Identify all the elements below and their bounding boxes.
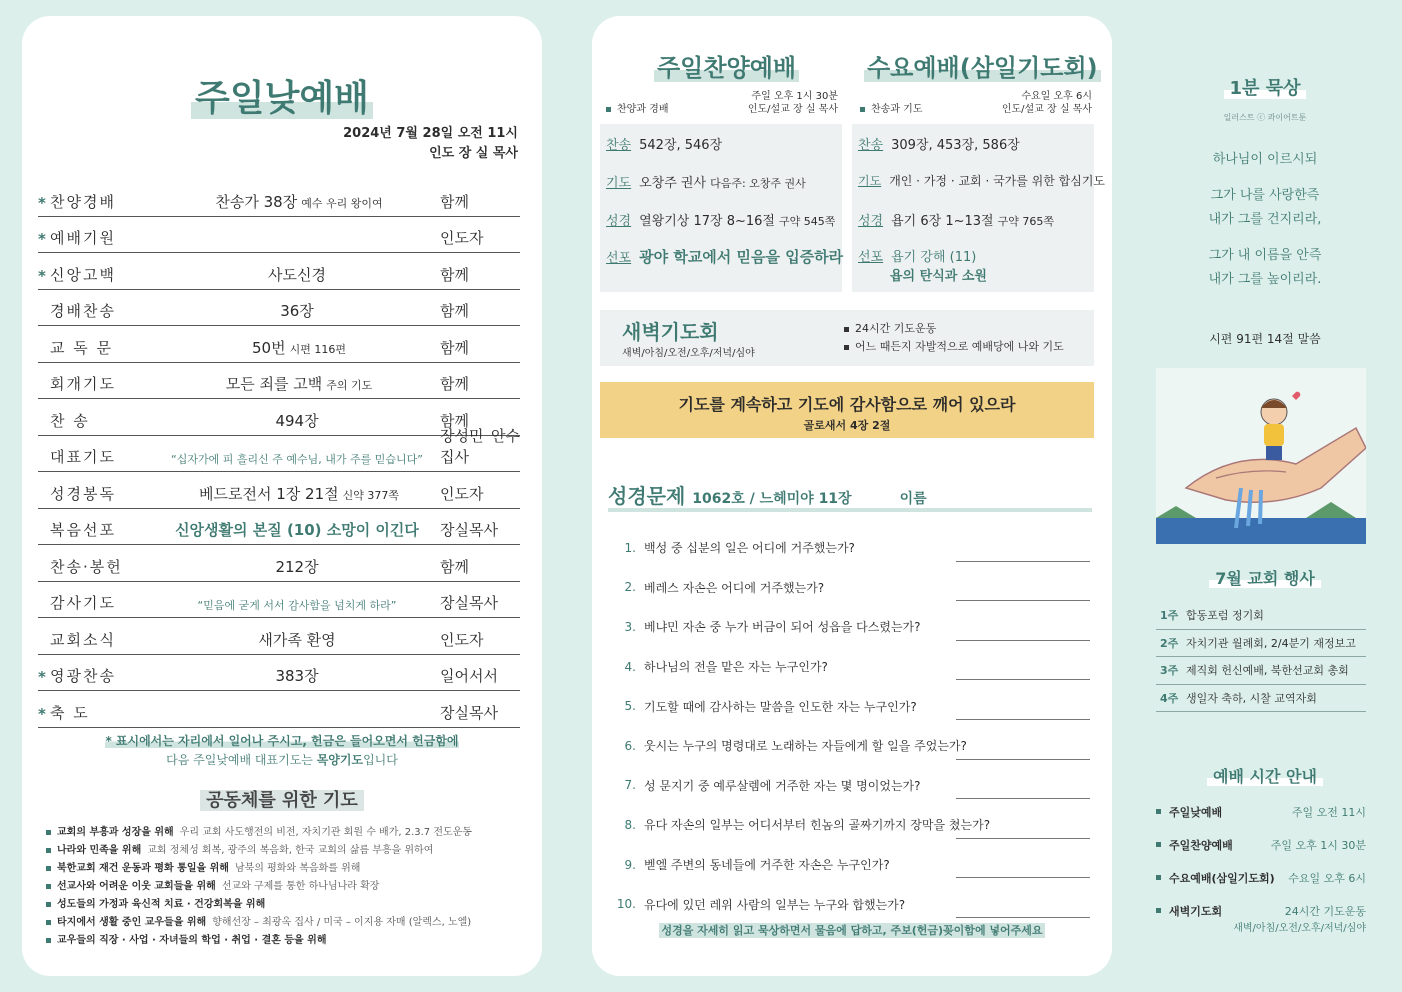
meditation-line: 내가 그를 건지리라, bbox=[1208, 212, 1322, 227]
quiz-question: 6. 웃시는 누구의 명령대로 노래하는 자들에게 할 일을 주었는가? bbox=[616, 726, 1092, 766]
meditation-text bbox=[1150, 148, 1380, 292]
order-item-who: 함께 bbox=[440, 557, 469, 576]
times-list bbox=[1156, 804, 1366, 936]
dawn-subtitle: 새벽/아침/오전/오후/저녁/심야 bbox=[622, 348, 755, 359]
quiz-question: 8. 유다 자손의 일부는 어디서부터 힌놈의 골짜기까지 장막을 쳤는가? bbox=[616, 805, 1092, 845]
bullet-icon bbox=[46, 866, 51, 871]
order-row bbox=[38, 618, 520, 655]
quiz-list bbox=[616, 528, 1092, 924]
order-item-who: 함께 bbox=[440, 302, 469, 320]
meditation-line bbox=[1150, 172, 1380, 184]
bullet-icon bbox=[1156, 908, 1161, 913]
evening-services-panel: 주일찬양예배 찬양과 경배 주일 오후 1시 30분 인도/설교 장 실 목사 찬송 542장, 546장 기도 오창주 권사 다음주: 오창주 권사 성경 열왕기상 17장 8~16절 구약 545쪽 선포 광야 학교에서 믿음을 입증하라 수요예배(삼일기도회) 찬송과 기도 수요일 오후 6시 인도/설교 장 실 목사 찬송 309장, 453장, 586장 기도 개인 · 가정 · 교회 · 국가를 위한 합심기도 성경 욥기 6장 1~13절 구약 765쪽 선포 욥기 강해 (11) 욥의 탄식과 소원 새벽기도회 새벽/아침/오전/오후/저녁/심야 24시간 기도운동 어느 때든지 자발적으로 예배당에 나와 기도 기도를 계속하고 기도에 감사함으로 깨어 있으라 골로새서 4장 2절 성경문제 1062호 / 느헤미야 11장 이름 1. 백성 중 십분의 일은 어디에 거주했는가? 2. 베레스 자손은 어디에 거주했는가? 3. 베냐민 자손 중 누가 버금이 되어 성읍을 다스렸는가? 4. 하나님의 전을 맡은 자는 누구인가? 5. 기도할 때에 감사하는 말씀을 인도한 자는 누구인가? 6. 웃시는 누구의 명령대로 노래하는 자들에게 할 일을 주었는가? 7. 성 문지기 중 예루살렘에 거주한 자는 몇 명이었는가? 8. 유다 자손의 일부는 어디서부터 힌놈의 골짜기까지 장막을 쳤는가? 9. 벧엘 주변의 동네들에 거주한 자손은 누구인가? 10. 유다에 있던 레위 사람의 일부는 누구와 합했는가? 성경을 자세히 읽고 묵상하면서 물음에 답하고, 주보(헌금)꽂이함에 넣어주세요 bbox=[592, 16, 1112, 976]
prayer-item: 성도들의 가정과 육신적 치료 · 건강회복을 위해 bbox=[46, 896, 536, 914]
times-title: 예배 시간 안내 bbox=[1150, 764, 1380, 787]
order-item-who: 장성민 안수집사 bbox=[440, 427, 520, 466]
answer-blank[interactable] bbox=[956, 679, 1090, 680]
order-item-content: 50번 시편 116편 bbox=[252, 338, 346, 357]
event-row: 2주 자치기관 월례회, 2/4분기 재정보고 bbox=[1156, 630, 1366, 658]
quiz-question: 3. 베냐민 자손 중 누가 버금이 되어 성읍을 다스렸는가? bbox=[616, 607, 1092, 647]
required-standing-mark: * bbox=[38, 193, 46, 212]
order-of-worship bbox=[38, 180, 520, 728]
service-time-row: 새벽기도회 24시간 기도운동 새벽/아침/오전/오후/저녁/심야 bbox=[1156, 903, 1366, 936]
praise-hymn: 찬송 542장, 546장 bbox=[606, 138, 723, 153]
wednesday-box bbox=[852, 124, 1106, 292]
order-item-content: “믿음에 굳게 서서 감사함을 넘치게 하라” bbox=[197, 599, 397, 612]
order-item-name: 예배기원 bbox=[50, 229, 116, 247]
order-item-content: 383장 bbox=[275, 667, 319, 685]
order-item-who: 일어서서 bbox=[440, 667, 498, 685]
order-row bbox=[38, 655, 520, 692]
prayer-item: 타지에서 생활 중인 교우들을 위해 향해선장 – 최광옥 집사 / 미국 – 이지용 자매 (알렉스, 노엘) bbox=[46, 914, 536, 932]
order-item-who: 함께 bbox=[440, 265, 469, 284]
verse-ref: 골로새서 4장 2절 bbox=[803, 419, 891, 432]
quiz-question: 2. 베레스 자손은 어디에 거주했는가? bbox=[616, 568, 1092, 608]
order-item-content: 찬송가 38장 예수 우리 왕이여 bbox=[215, 192, 383, 211]
bullet-icon bbox=[46, 884, 51, 889]
event-row: 1주 합동포럼 정기회 bbox=[1156, 602, 1366, 630]
answer-blank[interactable] bbox=[956, 640, 1090, 641]
order-row bbox=[38, 509, 520, 546]
order-item-name: 축 도 bbox=[50, 703, 90, 722]
answer-blank[interactable] bbox=[956, 877, 1090, 878]
community-title: 공동체를 위한 기도 bbox=[22, 786, 542, 812]
order-item-name: 교 독 문 bbox=[50, 338, 114, 357]
quiz-question: 1. 백성 중 십분의 일은 어디에 거주했는가? bbox=[616, 528, 1092, 568]
hand-holding-child-illustration bbox=[1156, 368, 1366, 544]
quiz-question: 7. 성 문지기 중 예루살렘에 거주한 자는 몇 명이었는가? bbox=[616, 766, 1092, 806]
order-note-line1: * 표시에서는 자리에서 일어나 주시고, 헌금은 들어오면서 헌금함에 bbox=[105, 734, 459, 748]
order-row bbox=[38, 582, 520, 619]
order-item-content: 사도신경 bbox=[268, 265, 326, 284]
events-list bbox=[1156, 602, 1366, 712]
dawn-prayer-box bbox=[600, 310, 1094, 366]
wednesday-prayer: 기도 개인 · 가정 · 교회 · 국가를 위한 합심기도 bbox=[858, 174, 1106, 188]
community-prayer-list bbox=[46, 824, 536, 950]
bullet-icon bbox=[46, 920, 51, 925]
order-item-who: 장실목사 bbox=[440, 521, 498, 539]
quiz-footer: 성경을 자세히 읽고 묵상하면서 물음에 답하고, 주보(헌금)꽂이함에 넣어주세요 bbox=[661, 924, 1043, 937]
order-item-content: “십자가에 피 흘리신 주 예수님, 내가 주를 믿습니다” bbox=[171, 453, 423, 466]
order-note-line2: 다음 주일낮예배 대표기도는 목양기도입니다 bbox=[166, 753, 398, 767]
dawn-list: 24시간 기도운동 어느 때든지 자발적으로 예배당에 나와 기도 bbox=[844, 320, 1064, 356]
order-row bbox=[38, 472, 520, 509]
prayer-item: 교우들의 직장 · 사업 · 자녀들의 학업 · 취업 · 결혼 등을 위해 bbox=[46, 932, 536, 950]
bullet-icon bbox=[1156, 809, 1161, 814]
prayer-item: 나라와 민족을 위해 교회 정체성 회복, 광주의 복음화, 한국 교회의 삶름 부흥을 위하여 bbox=[46, 842, 536, 860]
order-row bbox=[38, 326, 520, 363]
answer-blank[interactable] bbox=[956, 798, 1090, 799]
praise-bible: 성경 열왕기상 17장 8~16절 구약 545쪽 bbox=[606, 214, 836, 229]
events-title: 7월 교회 행사 bbox=[1150, 566, 1380, 589]
wednesday-bible: 성경 욥기 6장 1~13절 구약 765쪽 bbox=[858, 214, 1054, 229]
order-item-who: 함께 bbox=[440, 375, 469, 393]
order-item-content: 494장 bbox=[275, 411, 319, 430]
answer-blank[interactable] bbox=[956, 719, 1090, 720]
order-item-who: 함께 bbox=[440, 411, 469, 430]
order-item-name: 영광찬송 bbox=[50, 667, 116, 685]
answer-blank[interactable] bbox=[956, 759, 1090, 760]
service-time-row: 주일낮예배 주일 오전 11시 bbox=[1156, 804, 1366, 837]
order-item-name: 성경봉독 bbox=[50, 484, 116, 503]
praise-title: 주일찬양예배 bbox=[654, 48, 799, 83]
prayer-item: 교회의 부흥과 성장을 위해 우리 교회 사도행전의 비전, 자치기관 회원 수 배가, 2.3.7 전도운동 bbox=[46, 824, 536, 842]
wednesday-title: 수요예배(삼일기도회) bbox=[864, 48, 1101, 83]
required-standing-mark: * bbox=[38, 230, 46, 248]
verse-banner bbox=[600, 382, 1094, 438]
meditation-credit: 일러스트 ⓒ 콰이어트툰 bbox=[1223, 113, 1307, 122]
meditation-line: 그가 나를 사랑한즉 bbox=[1210, 188, 1320, 203]
event-row: 4주 생일자 축하, 시찰 교역자회 bbox=[1156, 685, 1366, 713]
order-note bbox=[22, 732, 542, 770]
order-row bbox=[38, 363, 520, 400]
order-item-name: 찬양경배 bbox=[50, 192, 116, 211]
service-time-row: 주일찬양예배 주일 오후 1시 30분 bbox=[1156, 837, 1366, 870]
quiz-question: 10. 유다에 있던 레위 사람의 일부는 누구와 합했는가? bbox=[616, 884, 1092, 924]
order-row bbox=[38, 290, 520, 327]
sunday-date: 2024년 7월 28일 오전 11시 bbox=[343, 126, 518, 141]
event-row: 3주 제직회 헌신예배, 북한선교회 총회 bbox=[1156, 657, 1366, 685]
answer-blank[interactable] bbox=[956, 561, 1090, 562]
required-standing-mark: * bbox=[38, 668, 46, 686]
praise-prayer: 기도 오창주 권사 다음주: 오창주 권사 bbox=[606, 176, 806, 191]
order-item-who: 장실목사 bbox=[440, 703, 498, 722]
bullet-icon bbox=[46, 848, 51, 853]
order-item-name: 대표기도 bbox=[50, 448, 116, 466]
sunday-leader: 인도 장 실 목사 bbox=[429, 146, 518, 161]
bullet-icon bbox=[1156, 875, 1161, 880]
praise-sermon: 선포 광야 학교에서 믿음을 입증하라 bbox=[606, 248, 844, 266]
sunday-title: 주일낮예배 bbox=[22, 70, 542, 121]
order-row bbox=[38, 180, 520, 217]
order-row bbox=[38, 253, 520, 290]
order-item-who: 인도자 bbox=[440, 484, 484, 503]
wednesday-sermon: 선포 욥기 강해 (11) 욥의 탄식과 소원 bbox=[858, 250, 987, 284]
verse-text: 기도를 계속하고 기도에 감사함으로 깨어 있으라 bbox=[678, 395, 1016, 414]
order-row bbox=[38, 691, 520, 728]
order-item-name: 찬송·봉헌 bbox=[50, 557, 123, 576]
order-item-content: 베드로전서 1장 21절 신약 377쪽 bbox=[199, 484, 399, 503]
order-item-name: 회개기도 bbox=[50, 375, 116, 393]
bullet-icon bbox=[1156, 842, 1161, 847]
meditation-line: 그가 내 이름을 안즉 bbox=[1208, 248, 1322, 263]
order-item-content: 새가족 환영 bbox=[258, 630, 336, 649]
order-item-who: 인도자 bbox=[440, 630, 484, 649]
quiz-title: 성경문제 1062호 / 느헤미야 11장 이름 bbox=[608, 484, 927, 508]
bullet-icon bbox=[46, 902, 51, 907]
prayer-item: 북한교회 재건 운동과 평화 통일을 위해 남북의 평화와 복음화를 위해 bbox=[46, 860, 536, 878]
required-standing-mark: * bbox=[38, 266, 46, 285]
quiz-question: 9. 벧엘 주변의 동네들에 거주한 자손은 누구인가? bbox=[616, 845, 1092, 885]
quiz-question: 5. 기도할 때에 감사하는 말씀을 인도한 자는 누구인가? bbox=[616, 686, 1092, 726]
answer-blank[interactable] bbox=[956, 917, 1090, 918]
meditation-line: 하나님이 이르시되 bbox=[1212, 152, 1318, 167]
dawn-title: 새벽기도회 bbox=[622, 320, 719, 344]
order-item-who: 함께 bbox=[440, 192, 469, 211]
meditation-ref: 시편 91편 14절 말씀 bbox=[1209, 332, 1321, 346]
order-row bbox=[38, 217, 520, 254]
wednesday-hymn: 찬송 309장, 453장, 586장 bbox=[858, 138, 1020, 153]
order-item-content bbox=[158, 230, 440, 248]
order-item-content: 신앙생활의 본질 (10) 소망이 이긴다 bbox=[175, 521, 419, 539]
order-item-name: 감사기도 bbox=[50, 594, 116, 612]
bullet-icon bbox=[46, 830, 51, 835]
meditation-line bbox=[1150, 232, 1380, 244]
answer-blank[interactable] bbox=[956, 600, 1090, 601]
order-item-name: 교회소식 bbox=[50, 630, 116, 649]
order-item-name: 복음선포 bbox=[50, 521, 116, 539]
meditation-line: 내가 그를 높이리라. bbox=[1208, 272, 1322, 287]
order-item-content: 212장 bbox=[275, 557, 319, 576]
service-time-row: 수요예배(삼일기도회) 수요일 오후 6시 bbox=[1156, 870, 1366, 903]
meditation-title: 1분 묵상 bbox=[1150, 74, 1380, 100]
order-item-content bbox=[158, 705, 440, 723]
sunday-panel bbox=[22, 16, 542, 976]
order-item-name: 찬 송 bbox=[50, 411, 90, 430]
order-item-who: 장실목사 bbox=[440, 594, 498, 612]
order-item-who: 함께 bbox=[440, 338, 469, 357]
order-row bbox=[38, 427, 520, 473]
required-standing-mark: * bbox=[38, 704, 46, 723]
order-item-who: 인도자 bbox=[440, 229, 484, 247]
order-item-content: 모든 죄를 고백 주의 기도 bbox=[225, 375, 373, 393]
order-row bbox=[38, 545, 520, 582]
sunday-date-block bbox=[343, 124, 518, 164]
prayer-item: 선교사와 어려운 이웃 교회들을 위해 선교와 구제를 통한 하나님나라 확장 bbox=[46, 878, 536, 896]
answer-blank[interactable] bbox=[956, 838, 1090, 839]
quiz-question: 4. 하나님의 전을 맡은 자는 누구인가? bbox=[616, 647, 1092, 687]
praise-box bbox=[600, 124, 842, 292]
bullet-icon bbox=[46, 938, 51, 943]
order-item-name: 경배찬송 bbox=[50, 302, 116, 320]
order-item-content: 36장 bbox=[280, 302, 314, 320]
order-item-name: 신앙고백 bbox=[50, 265, 116, 284]
